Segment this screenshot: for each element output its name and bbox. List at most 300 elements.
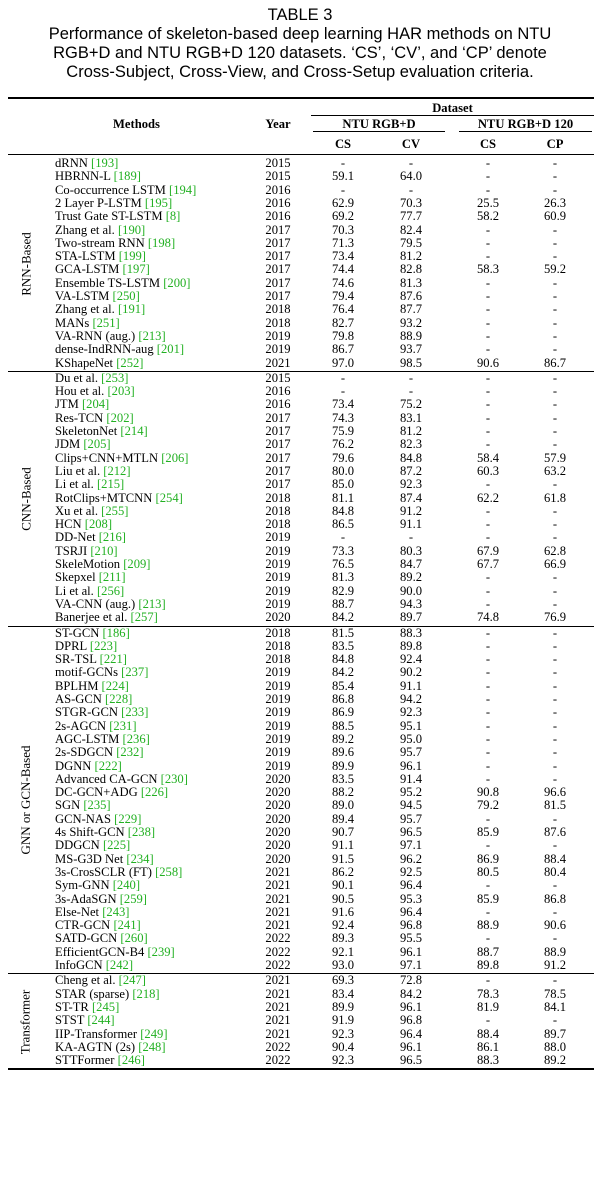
header-rule [8,154,594,155]
cs-cell: 91.1 [331,838,355,853]
cv-cell: 96.5 [399,1053,423,1068]
method-name: STAR (sparse) [55,986,133,1001]
citation-link[interactable]: [221] [99,652,127,667]
cv-cell: 98.5 [399,355,423,370]
citation-link[interactable]: [228] [105,692,133,706]
year-cell: 2019 [265,543,291,558]
cv-cell: 92.3 [399,477,423,492]
cs-cell: 74.3 [331,410,355,425]
citation-link[interactable]: [244] [87,1013,115,1028]
method-name: STGR-GCN [55,705,122,720]
method-name: VA-LSTM [55,289,113,303]
cs120-cell: - [485,596,491,611]
year-cell: 2018 [265,652,291,667]
cp-cell: - [552,692,558,706]
cs-cell: 97.0 [331,355,355,370]
cs120-cell: - [485,878,491,893]
cv-cell: 64.0 [399,169,423,184]
method-name: STST [55,1013,88,1028]
year-cell: 2021 [265,904,291,919]
citation-link[interactable]: [205] [83,437,111,452]
method-name: JDM [55,437,84,452]
citation-link[interactable]: [209] [123,557,151,571]
cv-cell: 87.7 [399,302,423,317]
cs-cell: 69.2 [331,209,355,224]
cv-cell: 75.2 [399,397,423,412]
method-name: dense-IndRNN-aug [55,342,157,357]
method-name: Two-stream RNN [55,235,148,250]
citation-link[interactable]: [259] [119,891,147,906]
year-cell: 2021 [265,1026,291,1041]
method-name: Banerjee et al. [55,610,131,625]
cs-cell: 84.2 [331,610,355,625]
cv-cell: 93.7 [399,342,423,357]
citation-link[interactable]: [195] [144,195,173,210]
cp-cell: - [552,477,558,492]
year-cell: 2019 [265,678,291,693]
year-cell: 2017 [265,249,291,264]
cs-cell: 86.8 [331,692,355,706]
method-name: EfficientGCN-B4 [55,944,148,959]
citation-link[interactable]: [211] [98,570,126,585]
ntu60-underline [313,131,445,132]
citation-link[interactable]: [197] [122,262,150,277]
method-cell [55,224,145,237]
cp-cell: - [552,596,558,611]
cs-cell: 79.8 [331,328,355,343]
cp-cell: 66.9 [543,557,567,571]
method-name: SR-TSL [55,652,100,667]
cv-cell: 89.2 [399,570,423,585]
cs120-cell: - [485,638,491,653]
cs120-cell: 58.2 [476,209,500,224]
method-name: Res-TCN [55,410,107,425]
method-cell [55,545,118,558]
method-cell [55,210,180,223]
citation-link[interactable]: [241] [113,918,141,933]
year-cell: 2017 [265,477,291,492]
citation-link[interactable]: [230] [160,771,188,786]
cv-cell: 95.7 [399,745,423,760]
citation-link[interactable]: [231] [109,718,137,733]
citation-link[interactable]: [256] [96,583,125,598]
citation-link[interactable]: [223] [89,638,118,653]
citation-link[interactable]: [202] [106,410,134,425]
cs120-cell: - [485,342,491,357]
cp-cell: 61.8 [543,490,567,505]
method-cell [55,290,140,303]
cs-cell: 85.4 [331,678,355,693]
citation-link[interactable]: [8] [165,209,181,224]
method-cell [55,653,127,666]
year-cell: 2019 [265,718,291,733]
cv-cell: - [408,156,414,170]
citation-link[interactable]: [251] [92,315,120,330]
citation-link[interactable]: [203] [107,384,135,399]
citation-link[interactable]: [194] [169,182,197,197]
cp-cell: - [552,625,558,640]
year-cell: 2016 [265,195,291,210]
cp-cell: 86.8 [543,891,567,906]
method-cell [55,879,140,892]
cv-cell: 84.7 [399,557,423,571]
citation-link[interactable]: [260] [120,931,148,946]
method-cell [55,959,133,972]
cv-cell: 94.5 [399,798,423,813]
citation-link[interactable]: [245] [91,999,120,1014]
citation-link[interactable]: [239] [147,944,175,959]
year-cell: 2021 [265,986,291,1001]
citation-link[interactable]: [186] [102,625,130,640]
year-cell: 2022 [265,1039,291,1054]
cp-cell: 60.9 [543,209,567,224]
method-name: MS-G3D Net [55,851,127,866]
method-cell [55,157,118,170]
year-cell: 2020 [265,851,291,866]
year-cell: 2017 [265,463,291,478]
cs120-cell: 67.7 [476,557,500,571]
cp-cell: - [552,652,558,667]
citation-link[interactable]: [224] [101,678,129,693]
citation-link[interactable]: [215] [96,477,125,492]
cs-cell: 90.1 [331,878,355,893]
method-name: Trust Gate ST-LSTM [55,209,166,224]
citation-link[interactable]: [189] [113,169,141,184]
cv-cell: 82.3 [399,437,423,452]
method-cell [55,598,166,611]
citation-link[interactable]: [191] [117,302,146,317]
cp-cell: 86.7 [543,355,567,370]
cv-cell: 87.4 [399,490,423,505]
method-name: KA-AGTN (2s) [55,1039,139,1054]
cs-cell: 83.5 [331,638,355,653]
citation-link[interactable]: [216] [98,530,126,545]
cv-cell: 96.2 [399,851,423,866]
citation-link[interactable]: [234] [126,851,154,866]
method-name: DGNN [55,758,95,773]
year-cell: 2017 [265,275,291,290]
cp-cell: - [552,904,558,919]
method-name: GCA-LSTM [55,262,123,277]
year-cell: 2020 [265,825,291,839]
method-cell [55,853,154,866]
cs-cell: 62.9 [331,195,355,210]
cv-cell: 97.1 [399,838,423,853]
cs120-cell: 60.3 [476,463,500,478]
cs-cell: 71.3 [331,235,355,250]
cp-cell: 57.9 [543,450,567,465]
cs120-cell: - [485,315,491,330]
year-cell: 2022 [265,944,291,959]
method-cell [55,277,191,290]
citation-link[interactable]: [208] [84,517,113,532]
cs-cell: 83.4 [331,986,355,1001]
cs-cell: 85.0 [331,477,355,492]
method-cell [55,786,168,799]
citation-link[interactable]: [213] [138,328,166,343]
year-cell: 2017 [265,424,291,438]
year-cell: 2021 [265,355,291,370]
cv-cell: 95.7 [399,811,423,826]
year-cell: 2018 [265,625,291,640]
method-name: Li et al. [55,477,97,492]
methods-header: Methods [113,117,160,131]
method-cell [55,330,166,343]
method-name: Cheng et al. [55,973,119,988]
cp-cell: - [552,718,558,733]
method-cell [55,760,122,773]
cp-cell: - [552,878,558,893]
year-cell: 2021 [265,891,291,906]
year-cell: 2021 [265,878,291,893]
year-cell: 2021 [265,973,291,988]
method-name: HBRNN-L [55,169,114,184]
year-cell: 2019 [265,596,291,611]
cs-cell: 81.5 [331,625,355,640]
cs-cell: 88.2 [331,785,355,800]
cp-cell: - [552,182,558,197]
cv-cell: 81.2 [399,249,423,264]
cs120-cell: 74.8 [476,610,500,625]
citation-link[interactable]: [254] [155,490,183,505]
cs-cell: 89.6 [331,745,355,760]
year-header: Year [265,117,291,131]
cs120-cell: - [485,692,491,706]
cs-cell: 92.1 [331,944,355,959]
cv-cell: 95.0 [399,731,423,746]
cv-cell: 92.3 [399,705,423,720]
method-cell [55,826,155,839]
ntu60-header: NTU RGB+D [342,117,416,131]
citation-link[interactable]: [226] [140,785,169,800]
method-name: STA-LSTM [55,249,119,264]
cs120-cell: - [485,811,491,826]
year-cell: 2019 [265,731,291,746]
citation-link[interactable]: [200] [163,275,191,290]
method-cell [55,693,132,706]
method-cell [55,733,150,746]
year-cell: 2015 [265,169,291,184]
year-cell: 2019 [265,583,291,598]
citation-link[interactable]: [235] [83,798,111,813]
cs120-cell: 62.2 [476,490,500,505]
citation-link[interactable]: [258] [155,864,183,879]
citation-link[interactable]: [198] [147,235,176,250]
cs120-cell: - [485,625,491,640]
cs-cell: 69.3 [331,973,355,988]
cs-cell: 86.5 [331,517,355,532]
cs-cell: - [340,182,346,197]
year-cell: 2018 [265,638,291,653]
cp-cell: - [552,289,558,303]
cs-cell: 89.0 [331,798,355,813]
citation-link[interactable]: [257] [130,610,158,625]
cs-cell: - [340,384,346,399]
citation-link[interactable]: [222] [94,758,122,773]
citation-link[interactable]: [218] [132,986,160,1001]
citation-link[interactable]: [252] [116,355,144,370]
cv-cell: 96.4 [399,904,423,919]
cp-cell: 62.8 [543,543,567,558]
cs120-cell: - [485,530,491,545]
cs-cell: 79.4 [331,289,355,303]
cs-cell: 89.9 [331,758,355,773]
citation-link[interactable]: [240] [112,878,141,893]
citation-link[interactable]: [232] [116,745,144,760]
cp-cell: - [552,811,558,826]
year-cell: 2021 [265,1013,291,1028]
citation-link[interactable]: [204] [81,397,110,412]
citation-link[interactable]: [229] [114,811,142,826]
citation-link[interactable]: [243] [102,904,130,919]
method-name: Du et al. [55,370,102,385]
citation-link[interactable]: [249] [140,1026,168,1041]
citation-link[interactable]: [253] [101,370,129,385]
method-cell [55,412,134,425]
cv-cell: 83.1 [399,410,423,425]
cv-cell: 96.1 [399,1039,423,1054]
cs120-cell: 85.9 [476,891,500,906]
cs-cell: 92.3 [331,1026,355,1041]
cs-cell: 75.9 [331,424,355,438]
method-name: HCN [55,517,85,532]
cs120-cell: 88.7 [476,944,500,959]
cs120-cell: - [485,705,491,720]
cs-cell: 86.7 [331,342,355,357]
cp-cell: 90.6 [543,918,567,933]
method-cell [55,170,141,183]
cv-cell: 79.5 [399,235,423,250]
cp-cell: - [552,249,558,264]
cs120-cell: - [485,424,491,438]
method-name: RotClips+MTCNN [55,490,156,505]
cs120-cell: - [485,328,491,343]
cs120-cell: - [485,517,491,532]
cv-cell: - [408,530,414,545]
cp-cell: - [552,665,558,680]
method-name: Sym-GNN [55,878,113,893]
citation-link[interactable]: [237] [121,665,149,680]
cp-cell: - [552,424,558,438]
citation-link[interactable]: [214] [120,424,148,438]
cs-cell: 84.8 [331,503,355,518]
year-cell: 2015 [265,370,291,385]
cv-cell: 81.3 [399,275,423,290]
cs120-cell: - [485,275,491,290]
cp-cell: - [552,517,558,532]
method-name: Hou et al. [55,384,108,399]
group-label: GNN or GCN-Based [18,745,34,855]
method-name: VA-CNN (aug.) [55,596,139,611]
citation-link[interactable]: [246] [117,1053,145,1068]
method-cell [55,184,196,197]
cp-cell: 87.6 [543,825,567,839]
method-name: Else-Net [55,904,103,919]
cs-cell: 73.4 [331,397,355,412]
year-cell: 2016 [265,397,291,412]
cs120-cell: 25.5 [476,195,500,210]
method-cell [55,706,148,719]
year-cell: 2019 [265,557,291,571]
cs-cell: 82.9 [331,583,355,598]
citation-link[interactable]: [242] [105,958,134,972]
cs120-cell: - [485,838,491,853]
method-name: Advanced CA-GCN [55,771,161,786]
citation-link[interactable]: [213] [138,596,166,611]
citation-link[interactable]: [201] [156,342,185,357]
year-cell: 2019 [265,570,291,585]
cp-cell: - [552,370,558,385]
cs-cell: 88.7 [331,596,355,611]
citation-link[interactable]: [238] [127,825,156,839]
method-cell [55,263,150,276]
dataset-header: Dataset [432,101,473,115]
cs-cell: 70.3 [331,222,355,237]
method-cell [55,465,131,478]
cs-cell: - [340,156,346,170]
cp-cell: - [552,222,558,237]
method-cell [55,627,130,640]
cs120-cell: - [485,503,491,518]
method-name: Clips+CNN+MTLN [55,450,162,465]
citation-link[interactable]: [210] [90,543,118,558]
cs-cell: 93.0 [331,958,355,972]
cv-cell: 95.5 [399,931,423,946]
citation-link[interactable]: [255] [101,503,129,518]
citation-link[interactable]: [193] [91,156,119,170]
citation-link[interactable]: [236] [122,731,150,746]
year-cell: 2020 [265,811,291,826]
citation-link[interactable]: [225] [102,838,131,853]
cv-cell: 89.7 [399,610,423,625]
cs120-cell: 89.8 [476,958,500,972]
cs-cell: 89.9 [331,999,355,1014]
citation-link[interactable]: [248] [138,1039,166,1054]
cs120-cell: 79.2 [476,798,500,813]
citation-link[interactable]: [199] [118,249,146,264]
cs-cell: 81.1 [331,490,355,505]
cv-cell: 72.8 [399,973,423,988]
ntu120-underline [459,131,592,132]
cp-cell: - [552,638,558,653]
citation-link[interactable]: [247] [118,973,146,988]
citation-link[interactable]: [233] [121,705,149,720]
citation-link[interactable]: [250] [112,289,140,303]
cp-cell: - [552,302,558,317]
cv-cell: 95.2 [399,785,423,800]
method-cell [55,988,160,1001]
year-cell: 2022 [265,958,291,972]
cs120-cell: - [485,302,491,317]
cs-cell: 73.4 [331,249,355,264]
citation-link[interactable]: [206] [161,450,189,465]
citation-link[interactable]: [190] [117,222,146,237]
method-name: BPLHM [55,678,102,693]
method-cell [55,478,124,491]
cp-cell: 88.9 [543,944,567,959]
year-cell: 2022 [265,931,291,946]
cs-cell: 91.9 [331,1013,355,1028]
method-cell [55,531,126,544]
method-name: 4s Shift-GCN [55,825,128,839]
cv-cell: 91.2 [399,503,423,518]
cp-cell: 78.5 [543,986,567,1001]
cp-cell: - [552,410,558,425]
method-name: JTM [55,397,82,412]
cs120-cell: 67.9 [476,543,500,558]
method-cell [55,680,129,693]
citation-link[interactable]: [212] [103,463,131,478]
